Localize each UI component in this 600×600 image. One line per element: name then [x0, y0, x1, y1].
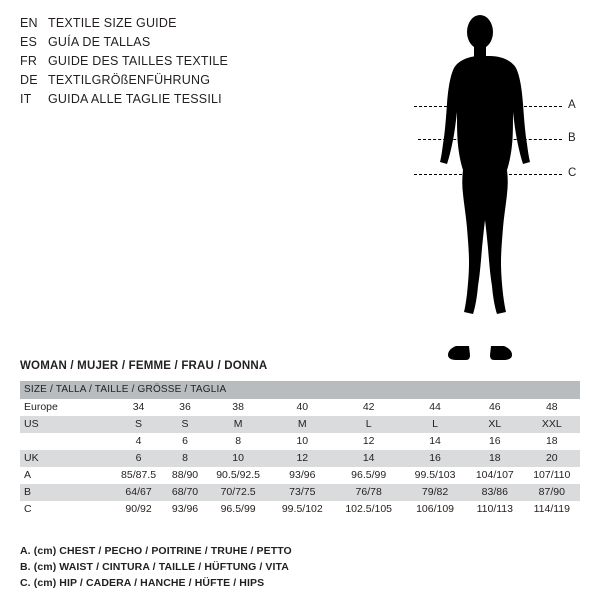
cell: 34: [112, 399, 165, 416]
measure-line-waist: [418, 139, 562, 140]
row-label: US: [20, 416, 112, 433]
cell: 44: [404, 399, 466, 416]
cell: 6: [112, 450, 165, 467]
language-row: [20, 73, 340, 92]
cell: 4: [112, 433, 165, 450]
table-row: [20, 433, 580, 450]
table-row: [20, 484, 580, 501]
row-label: B: [20, 484, 112, 501]
language-title: GUÍA DE TALLAS: [48, 35, 151, 49]
cell: 87/90: [524, 484, 580, 501]
cell: S: [165, 416, 205, 433]
cell: 10: [205, 450, 271, 467]
cell: 42: [333, 399, 404, 416]
language-title-list: [20, 16, 340, 111]
cell: XXL: [524, 416, 580, 433]
cell: 85/87.5: [112, 467, 165, 484]
cell: 96.5/99: [333, 467, 404, 484]
cell: 12: [333, 433, 404, 450]
cell: 12: [271, 450, 333, 467]
cell: 14: [333, 450, 404, 467]
legend-line-waist: B. (cm) WAIST / CINTURA / TAILLE / HÜFTUNG / VITA: [20, 561, 289, 573]
cell: 83/86: [466, 484, 524, 501]
cell: 18: [466, 450, 524, 467]
cell: 10: [271, 433, 333, 450]
language-code: IT: [20, 92, 32, 106]
cell: 38: [205, 399, 271, 416]
language-title: GUIDE DES TAILLES TEXTILE: [48, 54, 229, 68]
language-title: GUIDA ALLE TAGLIE TESSILI: [48, 92, 222, 106]
cell: L: [333, 416, 404, 433]
row-label: UK: [20, 450, 112, 467]
cell: 70/72.5: [205, 484, 271, 501]
cell: 114/119: [524, 501, 580, 518]
measure-label-hip: C: [568, 167, 577, 179]
legend-line-chest: A. (cm) CHEST / PECHO / POITRINE / TRUHE / PETTO: [20, 545, 292, 557]
row-label: [20, 433, 112, 450]
language-row: [20, 92, 340, 111]
measure-line-chest: [414, 106, 562, 107]
cell: XL: [466, 416, 524, 433]
language-code: DE: [20, 73, 38, 87]
cell: M: [271, 416, 333, 433]
cell: 8: [165, 450, 205, 467]
language-row: [20, 16, 340, 35]
language-code: ES: [20, 35, 38, 49]
language-row: [20, 54, 340, 73]
table-row: [20, 399, 580, 416]
language-code: EN: [20, 16, 38, 30]
cell: 107/110: [524, 467, 580, 484]
language-title: TEXTILE SIZE GUIDE: [48, 16, 177, 30]
table-row: [20, 467, 580, 484]
cell: 48: [524, 399, 580, 416]
cell: 96.5/99: [205, 501, 271, 518]
measure-line-hip: [414, 174, 562, 175]
table-row: [20, 501, 580, 518]
cell: 79/82: [404, 484, 466, 501]
cell: 20: [524, 450, 580, 467]
cell: 88/90: [165, 467, 205, 484]
cell: 16: [404, 450, 466, 467]
cell: 64/67: [112, 484, 165, 501]
cell: 68/70: [165, 484, 205, 501]
cell: 6: [165, 433, 205, 450]
cell: 8: [205, 433, 271, 450]
measurement-legend: [20, 543, 292, 591]
table-header-row: [20, 381, 580, 399]
cell: 46: [466, 399, 524, 416]
cell: 99.5/102: [271, 501, 333, 518]
language-code: FR: [20, 54, 38, 68]
table-row: [20, 450, 580, 467]
cell: 90/92: [112, 501, 165, 518]
legend-line-hip: C. (cm) HIP / CADERA / HANCHE / HÜFTE / HIPS: [20, 577, 265, 589]
cell: 73/75: [271, 484, 333, 501]
cell: S: [112, 416, 165, 433]
cell: 99.5/103: [404, 467, 466, 484]
language-title: TEXTILGRÖßENFÜHRUNG: [48, 73, 211, 87]
cell: 93/96: [165, 501, 205, 518]
cell: 104/107: [466, 467, 524, 484]
row-label: A: [20, 467, 112, 484]
cell: 110/113: [466, 501, 524, 518]
section-title: WOMAN / MUJER / FEMME / FRAU / DONNA: [20, 360, 268, 372]
cell: L: [404, 416, 466, 433]
row-label: C: [20, 501, 112, 518]
cell: 16: [466, 433, 524, 450]
cell: 106/109: [404, 501, 466, 518]
cell: 90.5/92.5: [205, 467, 271, 484]
cell: 40: [271, 399, 333, 416]
cell: 76/78: [333, 484, 404, 501]
row-label: Europe: [20, 399, 112, 416]
cell: 93/96: [271, 467, 333, 484]
cell: M: [205, 416, 271, 433]
measure-label-chest: A: [568, 99, 576, 111]
language-row: [20, 35, 340, 54]
cell: 14: [404, 433, 466, 450]
measure-label-waist: B: [568, 132, 576, 144]
table-row: [20, 416, 580, 433]
cell: 102.5/105: [333, 501, 404, 518]
body-figure-area: [380, 8, 590, 373]
cell: 36: [165, 399, 205, 416]
size-table: [20, 381, 580, 518]
table-header-label: SIZE / TALLA / TAILLE / GRÖSSE / TAGLIA: [20, 381, 580, 399]
cell: 18: [524, 433, 580, 450]
female-body-silhouette-icon: [420, 8, 540, 373]
